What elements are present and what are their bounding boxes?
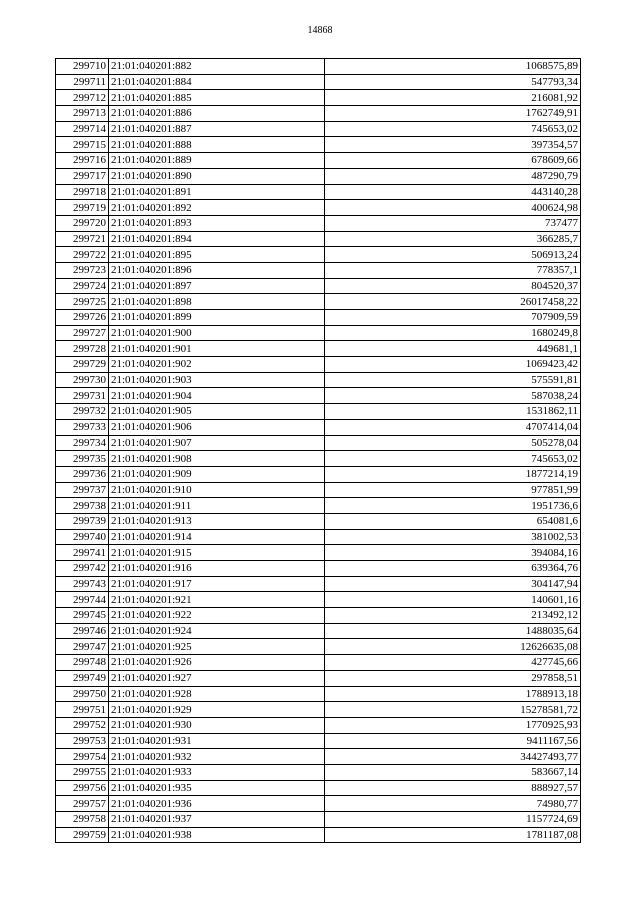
row-number-cell: 299740 [56,529,109,545]
cadastral-value-cell: 1157724,69 [325,812,581,828]
cadastral-value-cell: 888927,57 [325,780,581,796]
table-row [56,764,581,780]
table-row [56,90,581,106]
row-number-cell: 299745 [56,608,109,624]
row-number-cell: 299724 [56,278,109,294]
cadastral-value-cell: 34427493,77 [325,749,581,765]
row-number-cell: 299728 [56,341,109,357]
row-number-cell: 299730 [56,372,109,388]
table-row [56,513,581,529]
table-row [56,121,581,137]
cadastral-number-cell: 21:01:040201:889 [109,153,325,169]
cadastral-number-cell: 21:01:040201:892 [109,200,325,216]
table-row [56,404,581,420]
row-number-cell: 299719 [56,200,109,216]
cadastral-value-cell: 304147,94 [325,576,581,592]
cadastral-number-cell: 21:01:040201:910 [109,482,325,498]
cadastral-value-cell: 397354,57 [325,137,581,153]
table-row [56,686,581,702]
cadastral-number-cell: 21:01:040201:888 [109,137,325,153]
cadastral-value-cell: 1877214,19 [325,466,581,482]
table-row [56,184,581,200]
cadastral-value-cell: 381002,53 [325,529,581,545]
row-number-cell: 299752 [56,717,109,733]
cadastral-value-cell: 297858,51 [325,670,581,686]
cadastral-value-cell: 977851,99 [325,482,581,498]
cadastral-number-cell: 21:01:040201:897 [109,278,325,294]
cadastral-value-cell: 587038,24 [325,388,581,404]
cadastral-value-cell: 639364,76 [325,561,581,577]
cadastral-number-cell: 21:01:040201:896 [109,262,325,278]
row-number-cell: 299758 [56,812,109,828]
row-number-cell: 299743 [56,576,109,592]
row-number-cell: 299754 [56,749,109,765]
cadastral-value-cell: 745653,02 [325,451,581,467]
cadastral-value-cell: 1951736,6 [325,498,581,514]
row-number-cell: 299757 [56,796,109,812]
table-row [56,827,581,843]
table-row [56,294,581,310]
cadastral-number-cell: 21:01:040201:937 [109,812,325,828]
table-body [56,59,581,843]
cadastral-number-cell: 21:01:040201:907 [109,435,325,451]
cadastral-number-cell: 21:01:040201:932 [109,749,325,765]
row-number-cell: 299725 [56,294,109,310]
cadastral-number-cell: 21:01:040201:898 [109,294,325,310]
table-row [56,670,581,686]
table-row [56,325,581,341]
row-number-cell: 299748 [56,655,109,671]
cadastral-value-cell: 4707414,04 [325,419,581,435]
cadastral-number-cell: 21:01:040201:904 [109,388,325,404]
row-number-cell: 299755 [56,764,109,780]
cadastral-number-cell: 21:01:040201:899 [109,310,325,326]
row-number-cell: 299750 [56,686,109,702]
cadastral-number-cell: 21:01:040201:882 [109,59,325,75]
cadastral-value-cell: 505278,04 [325,435,581,451]
table-row [56,717,581,733]
cadastral-value-cell: 12626635,08 [325,639,581,655]
row-number-cell: 299747 [56,639,109,655]
table-row [56,310,581,326]
table-row [56,623,581,639]
table-row [56,702,581,718]
row-number-cell: 299721 [56,231,109,247]
row-number-cell: 299711 [56,74,109,90]
cadastral-number-cell: 21:01:040201:925 [109,639,325,655]
cadastral-value-cell: 216081,92 [325,90,581,106]
row-number-cell: 299731 [56,388,109,404]
row-number-cell: 299738 [56,498,109,514]
table-row [56,529,581,545]
cadastral-number-cell: 21:01:040201:891 [109,184,325,200]
cadastral-value-cell: 778357,1 [325,262,581,278]
table-row [56,59,581,75]
table-row [56,592,581,608]
cadastral-number-cell: 21:01:040201:886 [109,106,325,122]
row-number-cell: 299756 [56,780,109,796]
cadastral-number-cell: 21:01:040201:917 [109,576,325,592]
row-number-cell: 299718 [56,184,109,200]
cadastral-number-cell: 21:01:040201:906 [109,419,325,435]
cadastral-value-cell: 745653,02 [325,121,581,137]
row-number-cell: 299732 [56,404,109,420]
cadastral-number-cell: 21:01:040201:911 [109,498,325,514]
row-number-cell: 299751 [56,702,109,718]
table-row [56,215,581,231]
cadastral-value-cell: 449681,1 [325,341,581,357]
table-row [56,561,581,577]
cadastral-number-cell: 21:01:040201:903 [109,372,325,388]
cadastral-value-cell: 1762749,91 [325,106,581,122]
cadastral-value-cell: 678609,66 [325,153,581,169]
cadastral-number-cell: 21:01:040201:902 [109,357,325,373]
cadastral-number-cell: 21:01:040201:933 [109,764,325,780]
cadastral-value-cell: 1068575,89 [325,59,581,75]
table-row [56,451,581,467]
table-row [56,372,581,388]
cadastral-value-cell: 366285,7 [325,231,581,247]
table-row [56,247,581,263]
row-number-cell: 299726 [56,310,109,326]
cadastral-value-cell: 443140,28 [325,184,581,200]
cadastral-value-cell: 1770925,93 [325,717,581,733]
cadastral-number-cell: 21:01:040201:893 [109,215,325,231]
row-number-cell: 299727 [56,325,109,341]
cadastral-number-cell: 21:01:040201:916 [109,561,325,577]
table-row [56,153,581,169]
table-row [56,168,581,184]
cadastral-value-cell: 487290,79 [325,168,581,184]
table-row [56,780,581,796]
cadastral-value-cell: 1788913,18 [325,686,581,702]
cadastral-number-cell: 21:01:040201:908 [109,451,325,467]
cadastral-value-cell: 583667,14 [325,764,581,780]
cadastral-value-cell: 140601,16 [325,592,581,608]
table-row [56,812,581,828]
table-row [56,608,581,624]
cadastral-number-cell: 21:01:040201:930 [109,717,325,733]
row-number-cell: 299742 [56,561,109,577]
cadastral-value-cell: 575591,81 [325,372,581,388]
cadastral-value-cell: 394084,16 [325,545,581,561]
table-row [56,545,581,561]
cadastral-value-cell: 1781187,08 [325,827,581,843]
table-row [56,388,581,404]
cadastral-number-cell: 21:01:040201:915 [109,545,325,561]
row-number-cell: 299733 [56,419,109,435]
row-number-cell: 299734 [56,435,109,451]
table-row [56,466,581,482]
table-row [56,357,581,373]
cadastral-value-cell: 9411167,56 [325,733,581,749]
cadastral-number-cell: 21:01:040201:922 [109,608,325,624]
cadastral-value-cell: 427745,66 [325,655,581,671]
row-number-cell: 299729 [56,357,109,373]
row-number-cell: 299749 [56,670,109,686]
row-number-cell: 299722 [56,247,109,263]
cadastral-value-cell: 26017458,22 [325,294,581,310]
row-number-cell: 299710 [56,59,109,75]
cadastral-number-cell: 21:01:040201:926 [109,655,325,671]
row-number-cell: 299715 [56,137,109,153]
cadastral-number-cell: 21:01:040201:887 [109,121,325,137]
row-number-cell: 299720 [56,215,109,231]
cadastral-value-table [55,58,581,843]
table-row [56,341,581,357]
table-row [56,278,581,294]
row-number-cell: 299739 [56,513,109,529]
cadastral-value-cell: 654081,6 [325,513,581,529]
table-row [56,74,581,90]
cadastral-value-cell: 400624,98 [325,200,581,216]
table-row [56,796,581,812]
row-number-cell: 299737 [56,482,109,498]
row-number-cell: 299713 [56,106,109,122]
row-number-cell: 299746 [56,623,109,639]
cadastral-number-cell: 21:01:040201:921 [109,592,325,608]
cadastral-number-cell: 21:01:040201:936 [109,796,325,812]
cadastral-number-cell: 21:01:040201:900 [109,325,325,341]
table-row [56,733,581,749]
cadastral-number-cell: 21:01:040201:885 [109,90,325,106]
cadastral-number-cell: 21:01:040201:928 [109,686,325,702]
cadastral-number-cell: 21:01:040201:894 [109,231,325,247]
row-number-cell: 299716 [56,153,109,169]
row-number-cell: 299759 [56,827,109,843]
row-number-cell: 299741 [56,545,109,561]
row-number-cell: 299735 [56,451,109,467]
cadastral-value-cell: 707909,59 [325,310,581,326]
table-row [56,482,581,498]
table-row [56,106,581,122]
cadastral-value-cell: 15278581,72 [325,702,581,718]
cadastral-number-cell: 21:01:040201:914 [109,529,325,545]
cadastral-value-cell: 547793,34 [325,74,581,90]
table-row [56,231,581,247]
cadastral-number-cell: 21:01:040201:913 [109,513,325,529]
row-number-cell: 299712 [56,90,109,106]
table-row [56,200,581,216]
cadastral-number-cell: 21:01:040201:935 [109,780,325,796]
table-row [56,262,581,278]
table-row [56,435,581,451]
row-number-cell: 299714 [56,121,109,137]
cadastral-value-cell: 1069423,42 [325,357,581,373]
cadastral-value-cell: 1680249,8 [325,325,581,341]
cadastral-value-cell: 737477 [325,215,581,231]
cadastral-number-cell: 21:01:040201:909 [109,466,325,482]
cadastral-number-cell: 21:01:040201:924 [109,623,325,639]
cadastral-number-cell: 21:01:040201:927 [109,670,325,686]
row-number-cell: 299744 [56,592,109,608]
table-row [56,655,581,671]
cadastral-number-cell: 21:01:040201:895 [109,247,325,263]
cadastral-value-cell: 1488035,64 [325,623,581,639]
cadastral-number-cell: 21:01:040201:884 [109,74,325,90]
table-row [56,576,581,592]
row-number-cell: 299736 [56,466,109,482]
cadastral-number-cell: 21:01:040201:938 [109,827,325,843]
table-row [56,137,581,153]
cadastral-value-cell: 1531862,11 [325,404,581,420]
cadastral-number-cell: 21:01:040201:929 [109,702,325,718]
cadastral-value-cell: 74980,77 [325,796,581,812]
table-row [56,419,581,435]
table-row [56,498,581,514]
cadastral-number-cell: 21:01:040201:901 [109,341,325,357]
cadastral-value-cell: 804520,37 [325,278,581,294]
cadastral-value-cell: 213492,12 [325,608,581,624]
row-number-cell: 299717 [56,168,109,184]
page-number: 14868 [307,25,333,36]
cadastral-number-cell: 21:01:040201:931 [109,733,325,749]
cadastral-number-cell: 21:01:040201:905 [109,404,325,420]
table-row [56,639,581,655]
row-number-cell: 299753 [56,733,109,749]
cadastral-value-cell: 506913,24 [325,247,581,263]
cadastral-number-cell: 21:01:040201:890 [109,168,325,184]
row-number-cell: 299723 [56,262,109,278]
table-row [56,749,581,765]
